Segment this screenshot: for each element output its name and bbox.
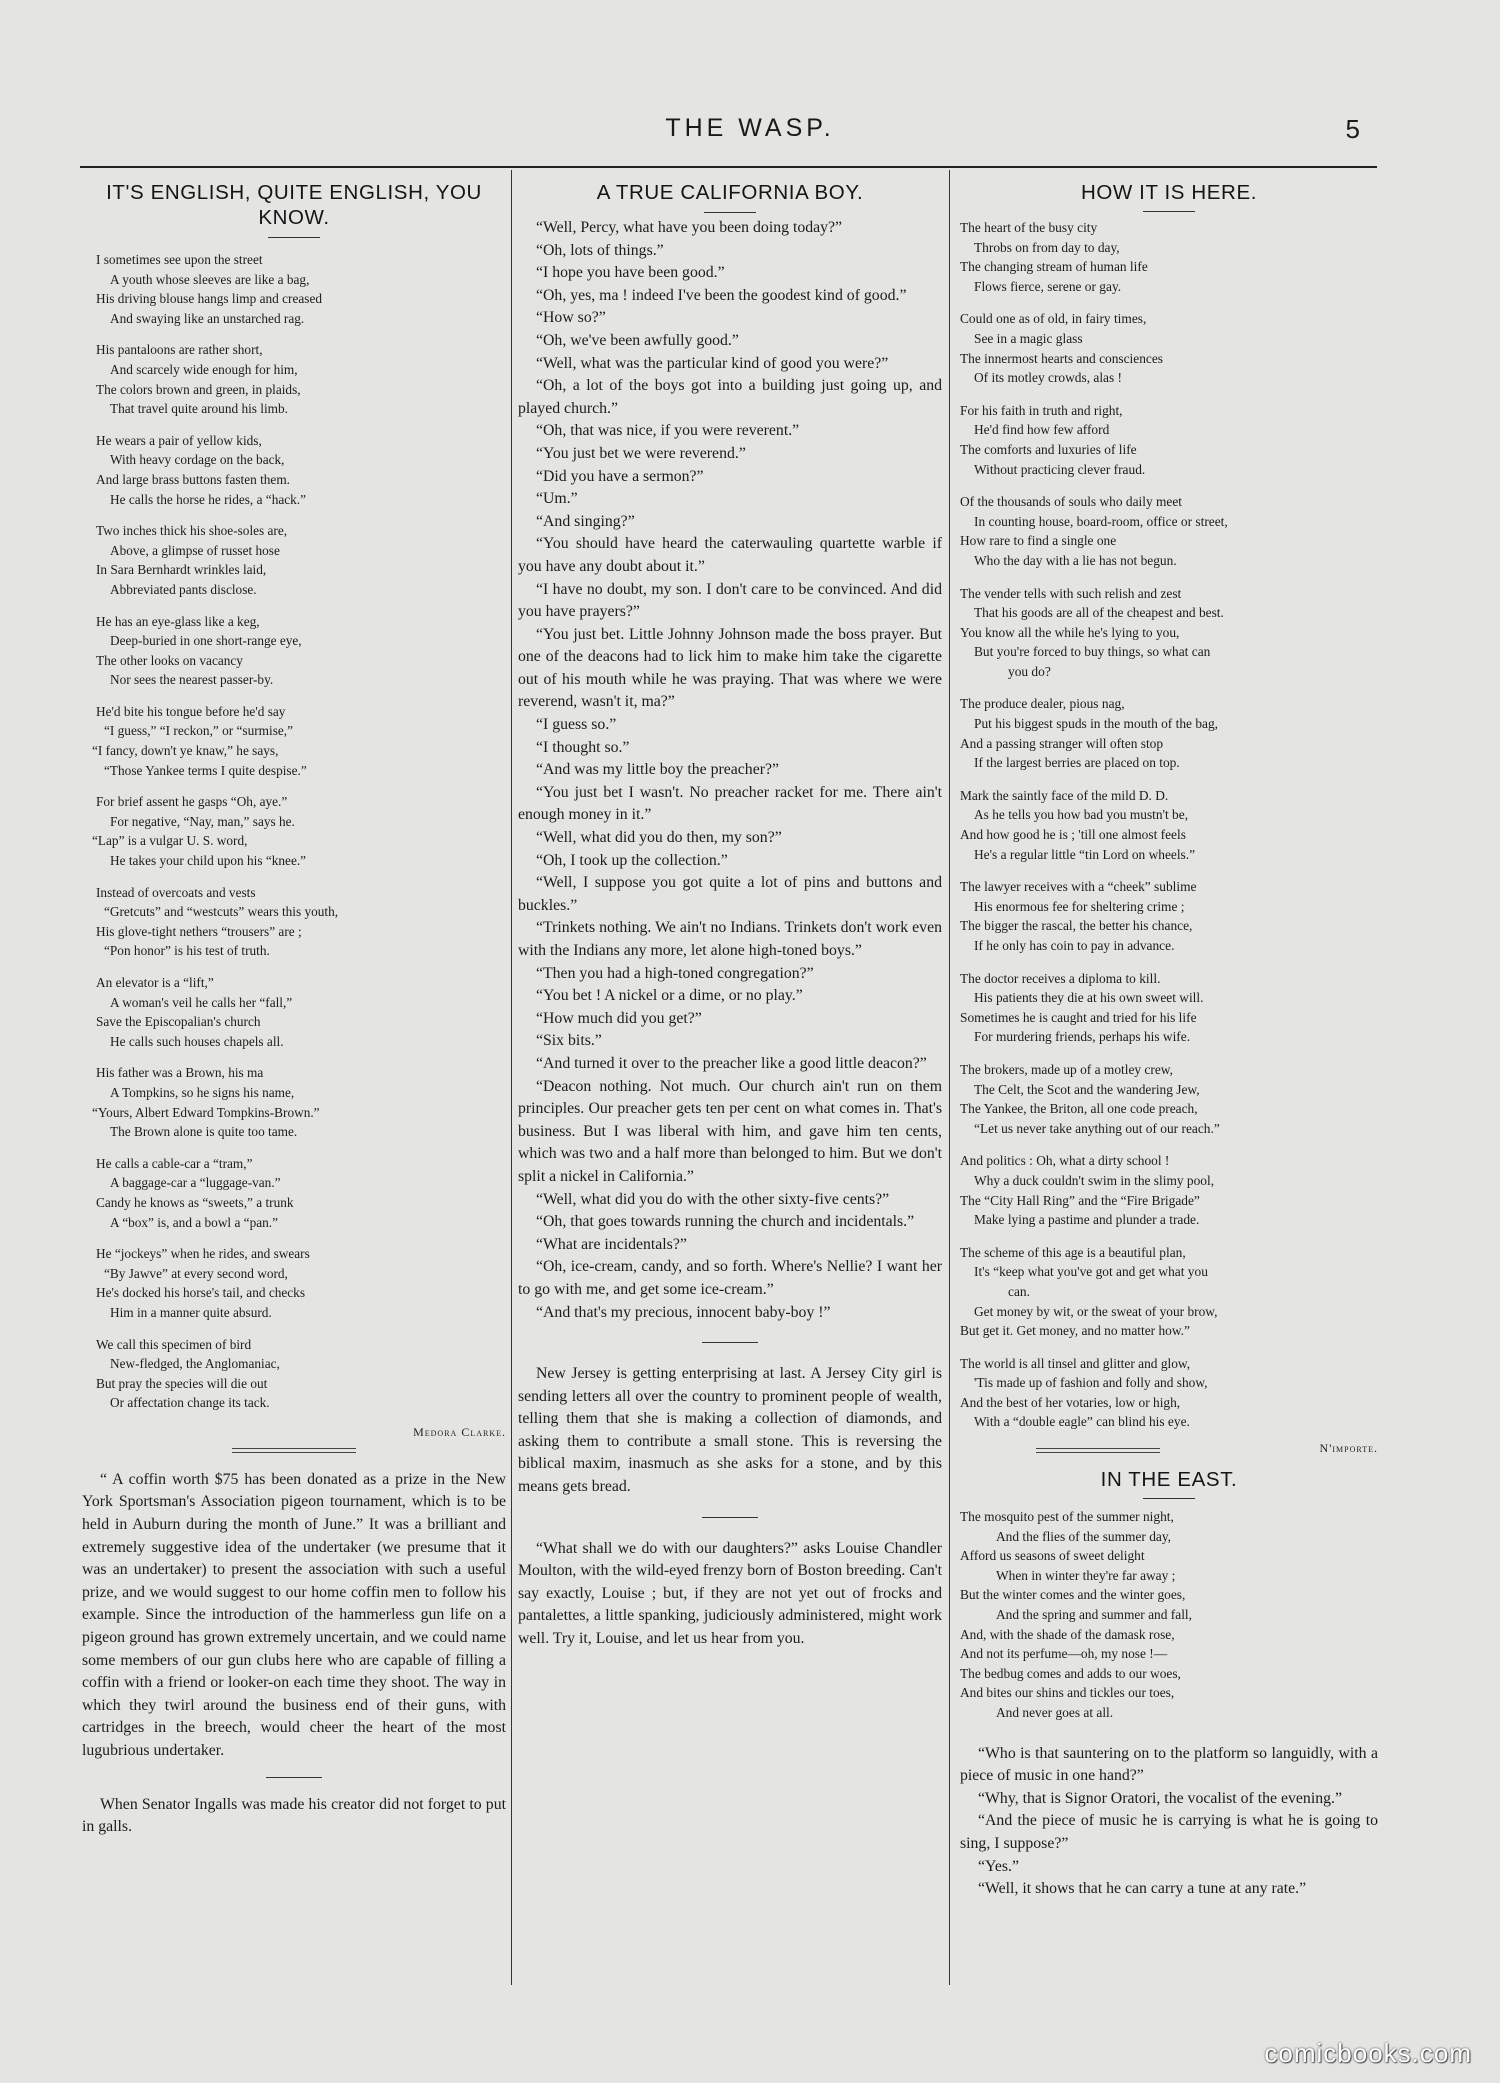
stanza xyxy=(82,1244,506,1322)
stanza xyxy=(82,612,506,690)
poem-title-how-it-is-here: HOW IT IS HERE. xyxy=(1080,181,1258,204)
verse-line: “By Jawve” at every second word, xyxy=(104,1265,288,1281)
verse-line: “I guess,” “I reckon,” or “surmise,” xyxy=(104,723,294,739)
stanza xyxy=(82,340,506,418)
verse-line: A Tompkins, so he signs his name, xyxy=(110,1084,295,1100)
verse-line: His driving blouse hangs limp and creased xyxy=(96,291,323,307)
verse-line: And, with the shade of the damask rose, xyxy=(960,1626,1175,1642)
verse-line: I sometimes see upon the street xyxy=(96,252,263,267)
verse-line: 'Tis made up of fashion and folly and show, xyxy=(974,1375,1208,1391)
verse-line: But pray the species will die out xyxy=(96,1375,268,1391)
verse-line: With heavy cordage on the back, xyxy=(110,452,285,468)
verse-line: And not its perfume—oh, my nose !— xyxy=(960,1646,1168,1662)
verse-line: And large brass buttons fasten them. xyxy=(96,471,290,487)
verse-line: The vender tells with such relish and zest xyxy=(960,585,1182,601)
verse-line: The doctor receives a diploma to kill. xyxy=(960,970,1161,986)
verse-line: And the best of her votaries, low or high, xyxy=(960,1394,1181,1410)
column-divider-right xyxy=(949,170,950,1985)
poem-in-the-east xyxy=(960,1507,1378,1723)
stanza xyxy=(82,1154,506,1232)
verse-line: He calls a cable-car a “tram,” xyxy=(96,1155,253,1171)
verse-line: Without practicing clever fraud. xyxy=(974,461,1146,477)
verse-line: He calls such houses chapels all. xyxy=(110,1033,284,1049)
stanza xyxy=(960,694,1378,772)
dialog-line: “You just bet we were reverend.” xyxy=(536,444,746,462)
dialog-line: “You just bet I wasn't. No preacher racket for me. There ain't enough money in it.” xyxy=(518,783,942,824)
verse-line: Flows fierce, serene or gay. xyxy=(974,278,1122,294)
column-divider-left xyxy=(511,170,512,1985)
verse-line: When in winter they're far away ; xyxy=(996,1567,1176,1583)
verse-line: And the flies of the summer day, xyxy=(996,1528,1172,1544)
verse-line: His patients they die at his own sweet will. xyxy=(974,990,1204,1006)
section-divider xyxy=(702,1517,758,1518)
verse-line: “Those Yankee terms I quite despise.” xyxy=(104,762,307,778)
paragraph-daughters: “What shall we do with our daughters?” asks Louise Chandler Moulton, with the wild-eyed frenzy born of Boston breeding. Can't say exactly, Louise ; but, if they are not yet out of frocks and pantalettes, a little spanking, judiciously administered, might work well. Try it, Louise, and let us hear from you. xyxy=(518,1539,942,1648)
stanza xyxy=(82,702,506,780)
verse-line: Deep-buried in one short-range eye, xyxy=(110,633,302,649)
stanza xyxy=(82,973,506,1051)
verse-line: Two inches thick his shoe-soles are, xyxy=(96,523,288,539)
verse-line: Put his biggest spuds in the mouth of the bag, xyxy=(974,716,1218,732)
stanza xyxy=(960,1151,1378,1229)
verse-line: “Pon honor” is his test of truth. xyxy=(104,943,270,959)
verse-line: His pantaloons are rather short, xyxy=(96,342,263,358)
verse-line: For brief assent he gasps “Oh, aye.” xyxy=(96,794,288,810)
verse-line: He calls the horse he rides, a “hack.” xyxy=(110,491,307,507)
verse-line: He takes your child upon his “knee.” xyxy=(110,853,307,869)
verse-line: But you're forced to buy things, so what can xyxy=(974,644,1211,660)
dialog-line: “Oh, yes, ma ! indeed I've been the goodest kind of good.” xyxy=(536,286,907,304)
verse-line: The Celt, the Scot and the wandering Jew, xyxy=(974,1081,1200,1097)
verse-line: The heart of the busy city xyxy=(960,220,1098,235)
verse-line: And scarcely wide enough for him, xyxy=(110,361,298,377)
dialog-line: “Six bits.” xyxy=(536,1032,602,1050)
verse-line: In counting house, board-room, office or street, xyxy=(974,513,1228,529)
verse-line: But the winter comes and the winter goes, xyxy=(960,1587,1186,1603)
verse-line: The lawyer receives with a “cheek” sublime xyxy=(960,879,1197,895)
joke-signor-oratori xyxy=(960,1743,1378,1901)
stanza xyxy=(82,250,506,328)
verse-line: His enormous fee for sheltering crime ; xyxy=(974,898,1185,914)
title-rule xyxy=(1143,1498,1195,1499)
verse-line: But get it. Get money, and no matter how.” xyxy=(960,1323,1190,1339)
verse-line: And a passing stranger will often stop xyxy=(960,735,1164,751)
stanza xyxy=(960,218,1378,296)
verse-line: Nor sees the nearest passer-by. xyxy=(110,672,274,688)
verse-line: He wears a pair of yellow kids, xyxy=(96,432,262,448)
verse-line: He's docked his horse's tail, and checks xyxy=(96,1285,305,1301)
masthead-rule xyxy=(80,166,1377,168)
verse-line: Who the day with a lie has not begun. xyxy=(974,552,1177,568)
newspaper-title: THE WASP. xyxy=(665,114,835,142)
section-divider xyxy=(266,1777,322,1778)
verse-line: In Sara Bernhardt wrinkles laid, xyxy=(96,562,267,578)
dialog-line: “What are incidentals?” xyxy=(536,1235,687,1253)
verse-line: He “jockeys” when he rides, and swears xyxy=(96,1246,310,1262)
dialog-line: “Yes.” xyxy=(978,1857,1019,1875)
section-divider xyxy=(1036,1448,1160,1453)
verse-line: The bedbug comes and adds to our woes, xyxy=(960,1665,1181,1681)
column-right xyxy=(960,178,1378,1993)
dialog-line: “Then you had a high-toned congregation?” xyxy=(536,964,814,982)
verse-line: The “City Hall Ring” and the “Fire Brigade” xyxy=(960,1192,1200,1208)
verse-line: How rare to find a single one xyxy=(960,533,1117,549)
story-california-dialog xyxy=(518,217,942,1324)
dialog-line: “I hope you have been good.” xyxy=(536,264,725,282)
title-rule xyxy=(268,237,320,238)
verse-line: Make lying a pastime and plunder a trade. xyxy=(974,1212,1200,1228)
stanza xyxy=(82,1335,506,1413)
verse-line: “Yours, Albert Edward Tompkins-Brown.” xyxy=(92,1104,320,1120)
verse-line: And bites our shins and tickles our toes, xyxy=(960,1685,1175,1701)
verse-line: The bigger the rascal, the better his chance, xyxy=(960,918,1193,934)
verse-line: His glove-tight nethers “trousers” are ; xyxy=(96,923,302,939)
verse-line: “Gretcuts” and “westcuts” wears this youth, xyxy=(104,904,339,920)
paragraph-ingalls: When Senator Ingalls was made his creator did not forget to put in galls. xyxy=(82,1795,506,1836)
verse-line: And politics : Oh, what a dirty school ! xyxy=(960,1153,1170,1169)
stanza xyxy=(960,786,1378,864)
verse-line: Of its motley crowds, alas ! xyxy=(974,370,1123,386)
verse-line: The innermost hearts and consciences xyxy=(960,350,1164,366)
dialog-line: “And was my little boy the preacher?” xyxy=(536,761,780,779)
column-center xyxy=(518,178,942,1993)
dialog-line: “Oh, that goes towards running the church and incidentals.” xyxy=(536,1213,915,1231)
dialog-line: “Well, what did you do with the other sixty-five cents?” xyxy=(536,1190,890,1208)
verse-line: Why a duck couldn't swim in the slimy pool, xyxy=(974,1172,1215,1188)
verse-line: Could one as of old, in fairy times, xyxy=(960,311,1147,327)
dialog-line: “And that's my precious, innocent baby-boy !” xyxy=(536,1303,831,1321)
verse-line: As he tells you how bad you mustn't be, xyxy=(974,807,1189,823)
verse-line: The Brown alone is quite too tame. xyxy=(110,1124,298,1140)
stanza xyxy=(82,1063,506,1141)
verse-line: If he only has coin to pay in advance. xyxy=(974,938,1175,953)
dialog-line: “Why, that is Signor Oratori, the vocalist of the evening.” xyxy=(978,1789,1342,1807)
masthead xyxy=(0,114,1500,150)
verse-line: The scheme of this age is a beautiful plan, xyxy=(960,1244,1186,1260)
verse-line: The other looks on vacancy xyxy=(96,652,243,668)
verse-line: “I fancy, down't ye knaw,” he says, xyxy=(92,743,279,759)
verse-line: He'd bite his tongue before he'd say xyxy=(96,703,286,719)
poem-signature: N'importe. xyxy=(1319,1441,1378,1456)
dialog-line: “I guess so.” xyxy=(536,716,617,734)
column-left xyxy=(82,178,506,1993)
title-rule xyxy=(1143,211,1195,212)
verse-line: He'd find how few afford xyxy=(974,422,1110,438)
verse-line: “Let us never take anything out of our reach.” xyxy=(974,1120,1220,1136)
verse-line: That his goods are all of the cheapest and best. xyxy=(974,605,1224,621)
stanza xyxy=(960,877,1378,955)
stanza xyxy=(82,792,506,870)
verse-line: Above, a glimpse of russet hose xyxy=(110,542,280,558)
verse-line: You know all the while he's lying to you, xyxy=(960,624,1180,640)
dialog-line: “Oh, a lot of the boys got into a building just going up, and played church.” xyxy=(518,377,942,417)
verse-line: Sometimes he is caught and tried for his life xyxy=(960,1009,1197,1025)
verse-line: The brokers, made up of a motley crew, xyxy=(960,1061,1173,1077)
verse-line: can. xyxy=(1008,1283,1030,1299)
watermark: comicbooks.com xyxy=(1264,2038,1472,2068)
dialog-line: “Oh, that was nice, if you were reverent.” xyxy=(536,422,800,440)
stanza xyxy=(82,521,506,599)
poem-english xyxy=(82,250,506,1413)
verse-line: Instead of overcoats and vests xyxy=(96,884,256,900)
verse-line: And the spring and summer and fall, xyxy=(996,1607,1192,1623)
title-rule xyxy=(704,212,756,213)
verse-line: And swaying like an unstarched rag. xyxy=(110,310,305,326)
verse-line: His father was a Brown, his ma xyxy=(96,1065,264,1081)
stanza xyxy=(960,1243,1378,1341)
verse-line: The colors brown and green, in plaids, xyxy=(96,381,301,397)
paragraph-new-jersey: New Jersey is getting enterprising at last. A Jersey City girl is sending letters all over the country to prominent people of wealth, telling them that she is making a collection of diamonds, and asking them to contribute a small stone. This is reversing the biblical maxim, inasmuch as she asks for a stone, and by this means gets bread. xyxy=(518,1365,942,1496)
verse-line: A woman's veil he calls her “fall,” xyxy=(110,994,293,1010)
dialog-line: “You should have heard the caterwauling quartette warble if you have any doubt about it.” xyxy=(518,535,942,575)
dialog-line: “Well, it shows that he can carry a tune at any rate.” xyxy=(978,1880,1307,1898)
verse-line: Candy he knows as “sweets,” a trunk xyxy=(96,1194,294,1210)
dialog-line: “And turned it over to the preacher like a good little deacon?” xyxy=(536,1054,927,1072)
verse-line: We call this specimen of bird xyxy=(96,1336,252,1352)
dialog-line: “You bet ! A nickel or a dime, or no play.” xyxy=(536,987,803,1005)
dialog-line: “Deacon nothing. Not much. Our church ain't run on them principles. Our preacher gets ten per cent on what comes in. That's business. But I was liberal with him, and gave him ten cents, which was two and a half more than belonged to him. But we don't split a nickel in California.” xyxy=(518,1077,942,1185)
dialog-line: “Well, I suppose you got quite a lot of pins and buttons and buckles.” xyxy=(518,874,942,914)
dialog-line: “Um.” xyxy=(536,490,578,508)
poem-title-in-the-east: IN THE EAST. xyxy=(1100,1468,1238,1492)
poem-title-english: IT'S ENGLISH, QUITE ENGLISH, YOU KNOW. xyxy=(106,181,482,229)
dialog-line: “Trinkets nothing. We ain't no Indians. Trinkets don't work even with the Indians any more, let alone high-toned boys.” xyxy=(518,919,942,959)
poem-signature: Medora Clarke. xyxy=(413,1424,506,1439)
section-divider xyxy=(702,1342,758,1343)
verse-line: For murdering friends, perhaps his wife. xyxy=(974,1029,1191,1045)
verse-line: For his faith in truth and right, xyxy=(960,402,1123,418)
verse-line: And never goes at all. xyxy=(996,1705,1114,1720)
verse-line: A youth whose sleeves are like a bag, xyxy=(110,271,310,287)
dialog-line: “Oh, we've been awfully good.” xyxy=(536,331,739,349)
dialog-line: “Oh, I took up the collection.” xyxy=(536,851,728,869)
stanza xyxy=(960,492,1378,570)
verse-line: Abbreviated pants disclose. xyxy=(110,581,257,597)
verse-line: The mosquito pest of the summer night, xyxy=(960,1509,1174,1525)
verse-line: An elevator is a “lift,” xyxy=(96,975,214,990)
page-number: 5 xyxy=(1345,114,1360,144)
verse-line: Him in a manner quite absurd. xyxy=(110,1304,272,1320)
stanza xyxy=(82,431,506,509)
verse-line: He has an eye-glass like a keg, xyxy=(96,613,260,629)
dialog-line: “Well, Percy, what have you been doing today?” xyxy=(536,219,843,236)
dialog-line: “Oh, lots of things.” xyxy=(536,241,664,259)
verse-line: New-fledged, the Anglomaniac, xyxy=(110,1356,280,1372)
verse-line: It's “keep what you've got and get what you xyxy=(974,1264,1208,1280)
dialog-line: “And the piece of music he is carrying is what he is going to sing, I suppose?” xyxy=(960,1812,1378,1852)
stanza xyxy=(960,309,1378,387)
dialog-line: “Well, what did you do then, my son?” xyxy=(536,829,782,847)
dialog-line: “How much did you get?” xyxy=(536,1009,702,1027)
verse-line: With a “double eagle” can blind his eye. xyxy=(974,1414,1190,1430)
dialog-line: “I thought so.” xyxy=(536,738,630,756)
stanza xyxy=(82,883,506,961)
verse-line: The comforts and luxuries of life xyxy=(960,441,1137,457)
verse-line: Get money by wit, or the sweat of your brow, xyxy=(974,1303,1218,1319)
story-title-california: A TRUE CALIFORNIA BOY. xyxy=(596,181,864,204)
stanza xyxy=(960,1060,1378,1138)
verse-line: Mark the saintly face of the mild D. D. xyxy=(960,787,1169,803)
verse-line: That travel quite around his limb. xyxy=(110,401,288,417)
verse-line: you do? xyxy=(1008,663,1051,679)
verse-line: Save the Episcopalian's church xyxy=(96,1014,261,1030)
dialog-line: “I have no doubt, my son. I don't care to be convinced. And did you have prayers?” xyxy=(518,580,942,621)
verse-line: A “box” is, and a bowl a “pan.” xyxy=(110,1214,279,1230)
verse-line: And how good he is ; 'till one almost feels xyxy=(960,827,1186,843)
verse-line: Throbs on from day to day, xyxy=(974,239,1120,255)
stanza xyxy=(960,401,1378,479)
verse-line: Or affectation change its tack. xyxy=(110,1395,270,1411)
dialog-line: “You just bet. Little Johnny Johnson made the boss prayer. But one of the deacons had to lick him to make him take the cigarette out of his mouth while he was praying. That was where we were reverend, wasn't it, ma?” xyxy=(518,625,942,711)
dialog-line: “How so?” xyxy=(536,309,606,327)
stanza xyxy=(960,584,1378,682)
verse-line: Afford us seasons of sweet delight xyxy=(960,1548,1145,1564)
dialog-line: “Who is that sauntering on to the platform so languidly, with a piece of music in one hand?” xyxy=(960,1744,1378,1785)
verse-line: See in a magic glass xyxy=(974,330,1083,346)
verse-line: “Lap” is a vulgar U. S. word, xyxy=(92,833,248,849)
verse-line: The changing stream of human life xyxy=(960,259,1148,275)
verse-line: The Yankee, the Briton, all one code preach, xyxy=(960,1101,1198,1117)
verse-line: Of the thousands of souls who daily meet xyxy=(960,494,1183,510)
stanza xyxy=(960,969,1378,1047)
verse-line: The world is all tinsel and glitter and glow, xyxy=(960,1355,1191,1371)
dialog-line: “And singing?” xyxy=(536,512,635,530)
dialog-line: “Did you have a sermon?” xyxy=(536,467,704,485)
section-divider xyxy=(232,1448,356,1453)
verse-line: He's a regular little “tin Lord on wheels.” xyxy=(974,846,1196,862)
poem-how-it-is-here xyxy=(960,218,1378,1432)
dialog-line: “Well, what was the particular kind of good you were?” xyxy=(536,354,889,372)
dialog-line: “Oh, ice-cream, candy, and so forth. Where's Nellie? I want her to go with me, and get some ice-cream.” xyxy=(518,1258,942,1298)
paragraph-coffin: “ A coffin worth $75 has been donated as a prize in the New York Sportsman's Association pigeon tournament, which is to be held in Auburn during the month of June.” It was a brilliant and extremely suggestive idea of the undertaker (we presume that it was an undertaker) to present the association with such a useful prize, and we would suggest to our home coffin men to follow his example. Since the introduction of the hammerless gun life on a pigeon ground has grown extremely uncertain, and we could name some members of our gun clubs here who are capable of filling a coffin with a friend or looker-on each time they shoot. The way in which they twirl around the business end of their guns, with cartridges in the breech, would cheer the heart of the most lugubrious undertaker. xyxy=(82,1470,506,1759)
verse-line: The produce dealer, pious nag, xyxy=(960,696,1125,712)
stanza xyxy=(960,1354,1378,1432)
verse-line: If the largest berries are placed on top. xyxy=(974,755,1180,771)
verse-line: For negative, “Nay, man,” says he. xyxy=(110,813,295,829)
verse-line: A baggage-car a “luggage-van.” xyxy=(110,1175,281,1191)
